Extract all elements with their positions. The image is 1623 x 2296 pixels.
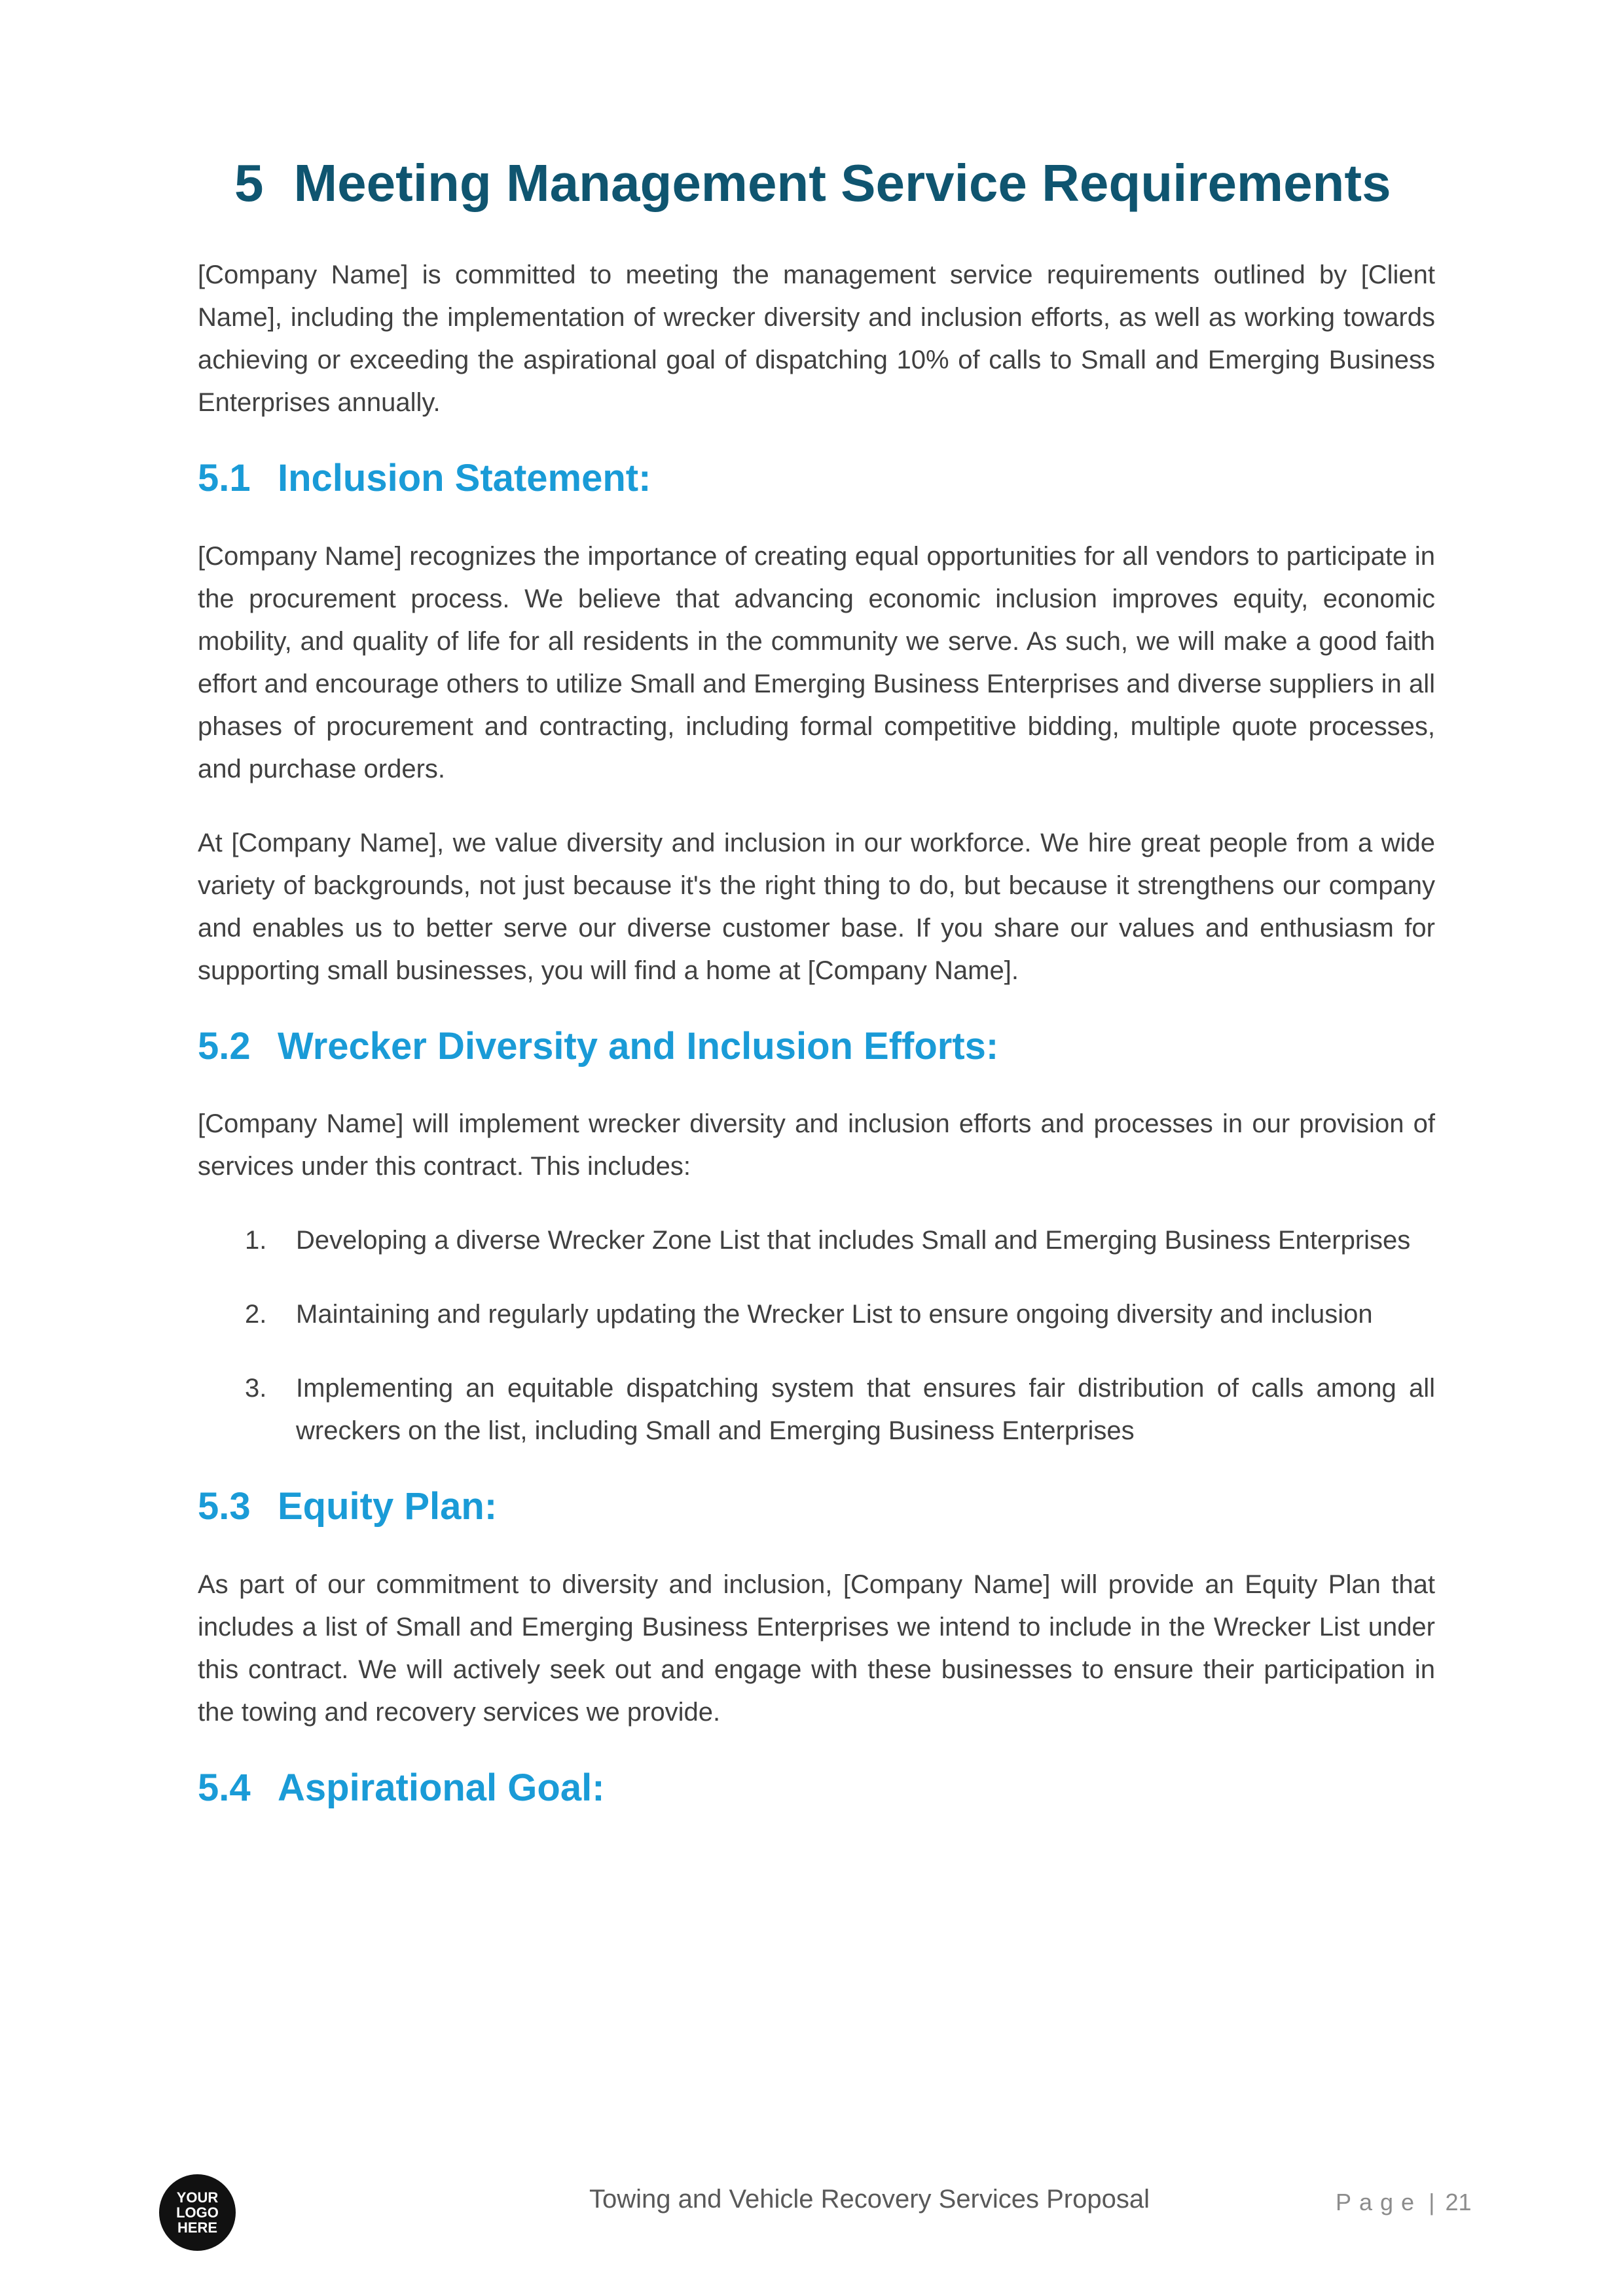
list-item-text: Developing a diverse Wrecker Zone List that includes Small and Emerging Business Enterprises [296, 1226, 1411, 1255]
page-content [198, 152, 1435, 1844]
list-item [198, 1293, 1435, 1336]
list-marker: 2. [245, 1300, 267, 1329]
page-separator: | [1429, 2189, 1435, 2215]
logo-text-line: LOGO [176, 2204, 219, 2221]
numbered-list [198, 1219, 1435, 1452]
chapter-heading [234, 152, 1435, 215]
list-item-text: Implementing an equitable dispatching system that ensures fair distribution of calls among all wreckers on the list, including Small and Emerging Business Enterprises [296, 1374, 1435, 1446]
logo-text-line: HERE [177, 2219, 218, 2236]
chapter-title: Meeting Management Service Requirements [293, 154, 1391, 212]
section-number: 5.1 [198, 457, 251, 499]
list-item [198, 1219, 1435, 1262]
paragraph: [Company Name] recognizes the importance of creating equal opportunities for all vendors to participate in the procurement process. We believe that advancing economic inclusion improves equity, economic mobility, and quality of life for all residents in the community we serve. As such, we will make a good faith effort and encourage others to utilize Small and Emerging Business Enterprises and diverse suppliers in all phases of procurement and contracting, including formal competitive bidding, multiple quote processes, and purchase orders. [198, 541, 1435, 783]
section-heading-inclusion-statement [198, 456, 1435, 501]
section-heading-wrecker-diversity [198, 1024, 1435, 1069]
section-number: 5.2 [198, 1024, 251, 1067]
chapter-number: 5 [234, 154, 264, 212]
section-heading-aspirational-goal [198, 1765, 1435, 1811]
paragraph: At [Company Name], we value diversity and inclusion in our workforce. We hire great people from a wide variety of backgrounds, not just because it's the right thing to do, but because it strengthens our company and enables us to better serve our diverse customer base. If you share our values and enthusiasm for supporting small businesses, you will find a home at [Company Name]. [198, 828, 1435, 985]
section-heading-equity-plan [198, 1484, 1435, 1530]
list-marker: 1. [245, 1226, 267, 1255]
section-title: Equity Plan: [278, 1485, 498, 1528]
page-label: Page [1336, 2189, 1423, 2215]
list-item-text: Maintaining and regularly updating the Wrecker List to ensure ongoing diversity and inclusion [296, 1300, 1373, 1329]
company-logo [159, 2174, 236, 2251]
section-number: 5.3 [198, 1485, 251, 1528]
section-title: Aspirational Goal: [278, 1766, 605, 1809]
page-number: 21 [1445, 2189, 1472, 2215]
logo-text-line: YOUR [176, 2189, 219, 2206]
section-title: Inclusion Statement: [278, 457, 651, 499]
paragraph: As part of our commitment to diversity and inclusion, [Company Name] will provide an Equity Plan that includes a list of Small and Emerging Business Enterprises we intend to include in the Wrecker List under this contract. We will actively seek out and engage with these businesses to ensure their participation in the towing and recovery services we provide. [198, 1570, 1435, 1727]
footer-document-title: Towing and Vehicle Recovery Services Proposal [589, 2185, 1150, 2214]
list-marker: 3. [245, 1374, 267, 1403]
section-number: 5.4 [198, 1766, 251, 1809]
footer-page-number [1336, 2189, 1472, 2216]
section-title: Wrecker Diversity and Inclusion Efforts: [278, 1024, 999, 1067]
list-item [198, 1367, 1435, 1452]
paragraph: [Company Name] will implement wrecker diversity and inclusion efforts and processes in our provision of services under this contract. This includes: [198, 1109, 1435, 1181]
intro-paragraph: [Company Name] is committed to meeting the management service requirements outlined by [Client Name], including the implementation of wrecker diversity and inclusion efforts, as well as working towards achieving or exceeding the aspirational goal of dispatching 10% of calls to Small and Emerging Business Enterprises annually. [198, 260, 1435, 417]
